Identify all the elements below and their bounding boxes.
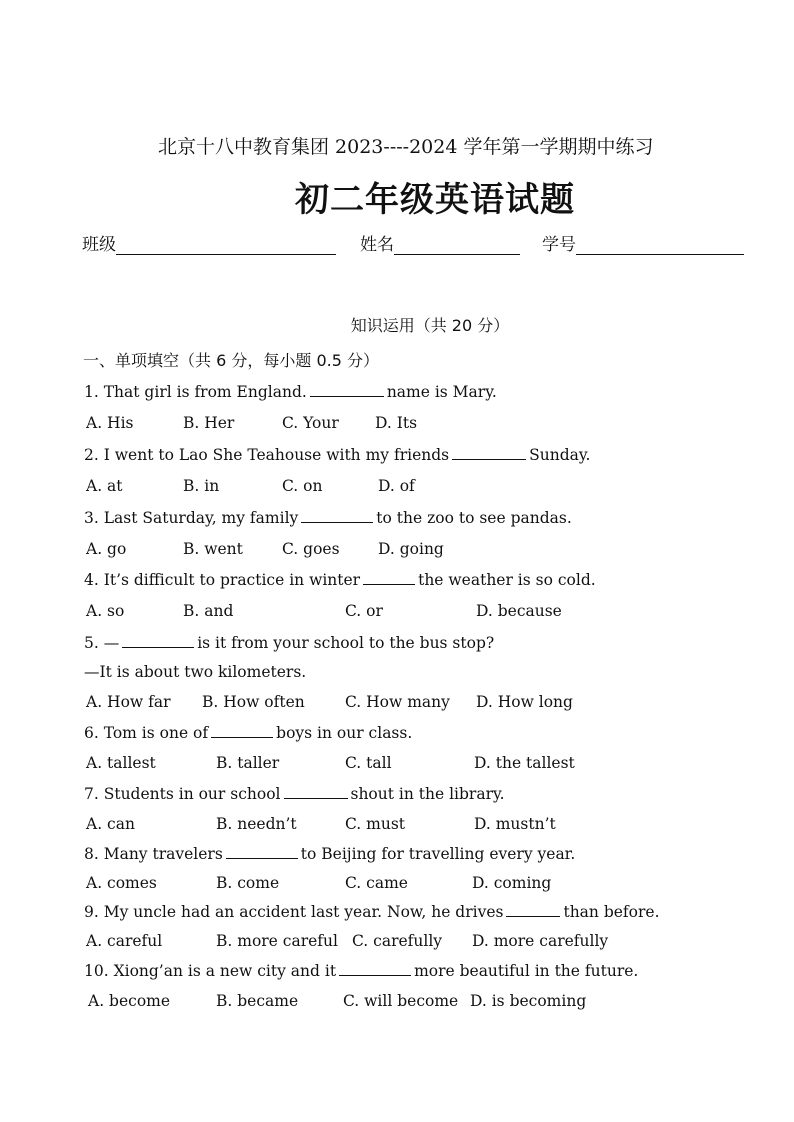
question-2: 2. I went to Lao She Teahouse with my friends Sunday. — [84, 446, 591, 464]
answer-blank — [363, 570, 415, 585]
name-field[interactable] — [360, 230, 520, 255]
school-line: 北京十八中教育集团 2023----2024 学年第一学期期中练习 — [158, 136, 654, 158]
answer-blank — [452, 445, 526, 460]
question-5: 5. — is it from your school to the bus stop? — [84, 634, 495, 652]
option-d[interactable]: D. coming — [472, 874, 552, 892]
option-c[interactable]: C. goes — [282, 540, 340, 558]
option-b[interactable]: B. in — [183, 477, 220, 495]
option-d[interactable]: D. the tallest — [474, 754, 575, 772]
option-a[interactable]: A. comes — [86, 874, 157, 892]
option-d[interactable]: D. Its — [375, 414, 418, 432]
option-c[interactable]: C. on — [282, 477, 323, 495]
option-a[interactable]: A. His — [86, 414, 134, 432]
option-d[interactable]: D. is becoming — [470, 992, 587, 1010]
option-a[interactable]: A. go — [86, 540, 127, 558]
option-b[interactable]: B. taller — [216, 754, 280, 772]
option-b[interactable]: B. needn’t — [216, 815, 297, 833]
name-blank[interactable] — [394, 236, 520, 255]
question-4: 4. It’s difficult to practice in winter the weather is so cold. — [84, 571, 596, 589]
answer-blank — [310, 382, 384, 397]
option-d[interactable]: D. because — [476, 602, 562, 620]
option-b[interactable]: B. come — [216, 874, 280, 892]
class-blank[interactable] — [116, 236, 336, 255]
option-c[interactable]: C. carefully — [352, 932, 443, 950]
question-5-answer-line: —It is about two kilometers. — [84, 663, 307, 681]
question-7: 7. Students in our school shout in the library. — [84, 785, 505, 803]
option-d[interactable]: D. How long — [476, 693, 573, 711]
name-label: 姓名 — [360, 235, 394, 255]
option-c[interactable]: C. must — [345, 815, 406, 833]
option-c[interactable]: C. will become — [343, 992, 459, 1010]
option-b[interactable]: B. How often — [202, 693, 305, 711]
option-d[interactable]: D. mustn’t — [474, 815, 556, 833]
question-8: 8. Many travelers to Beijing for travelling every year. — [84, 845, 576, 863]
question-3: 3. Last Saturday, my family to the zoo to see pandas. — [84, 509, 572, 527]
part-title: 知识运用（共 20 分） — [350, 316, 510, 335]
option-a[interactable]: A. How far — [86, 693, 171, 711]
option-c[interactable]: C. tall — [345, 754, 392, 772]
class-field[interactable] — [82, 230, 336, 255]
option-d[interactable]: D. going — [378, 540, 444, 558]
option-b[interactable]: B. more careful — [216, 932, 338, 950]
answer-blank — [211, 723, 273, 738]
option-b[interactable]: B. went — [183, 540, 243, 558]
option-d[interactable]: D. more carefully — [472, 932, 609, 950]
question-1: 1. That girl is from England. name is Mary. — [84, 383, 497, 401]
option-a[interactable]: A. can — [86, 815, 135, 833]
answer-blank — [506, 902, 560, 917]
option-d[interactable]: D. of — [378, 477, 415, 495]
answer-blank — [122, 633, 194, 648]
question-9: 9. My uncle had an accident last year. Now, he drives than before. — [84, 903, 660, 921]
student-id-label: 学号 — [542, 235, 576, 255]
option-a[interactable]: A. so — [86, 602, 125, 620]
answer-blank — [301, 508, 373, 523]
option-c[interactable]: C. How many — [345, 693, 450, 711]
option-b[interactable]: B. and — [183, 602, 234, 620]
answer-blank — [284, 784, 348, 799]
answer-blank — [339, 961, 411, 976]
option-a[interactable]: A. tallest — [86, 754, 156, 772]
section-title: 一、单项填空（共 6 分，每小题 0.5 分） — [83, 351, 379, 370]
option-a[interactable]: A. become — [88, 992, 171, 1010]
question-10: 10. Xiong’an is a new city and it more beautiful in the future. — [84, 962, 639, 980]
student-id-field[interactable] — [542, 230, 744, 255]
answer-blank — [226, 844, 298, 859]
option-a[interactable]: A. at — [86, 477, 123, 495]
option-b[interactable]: B. became — [216, 992, 299, 1010]
class-label: 班级 — [82, 235, 116, 255]
question-6: 6. Tom is one of boys in our class. — [84, 724, 413, 742]
student-id-blank[interactable] — [576, 236, 744, 255]
exam-title: 初二年级英语试题 — [295, 180, 575, 220]
option-a[interactable]: A. careful — [86, 932, 163, 950]
option-c[interactable]: C. came — [345, 874, 408, 892]
option-b[interactable]: B. Her — [183, 414, 235, 432]
option-c[interactable]: C. or — [345, 602, 383, 620]
option-c[interactable]: C. Your — [282, 414, 339, 432]
